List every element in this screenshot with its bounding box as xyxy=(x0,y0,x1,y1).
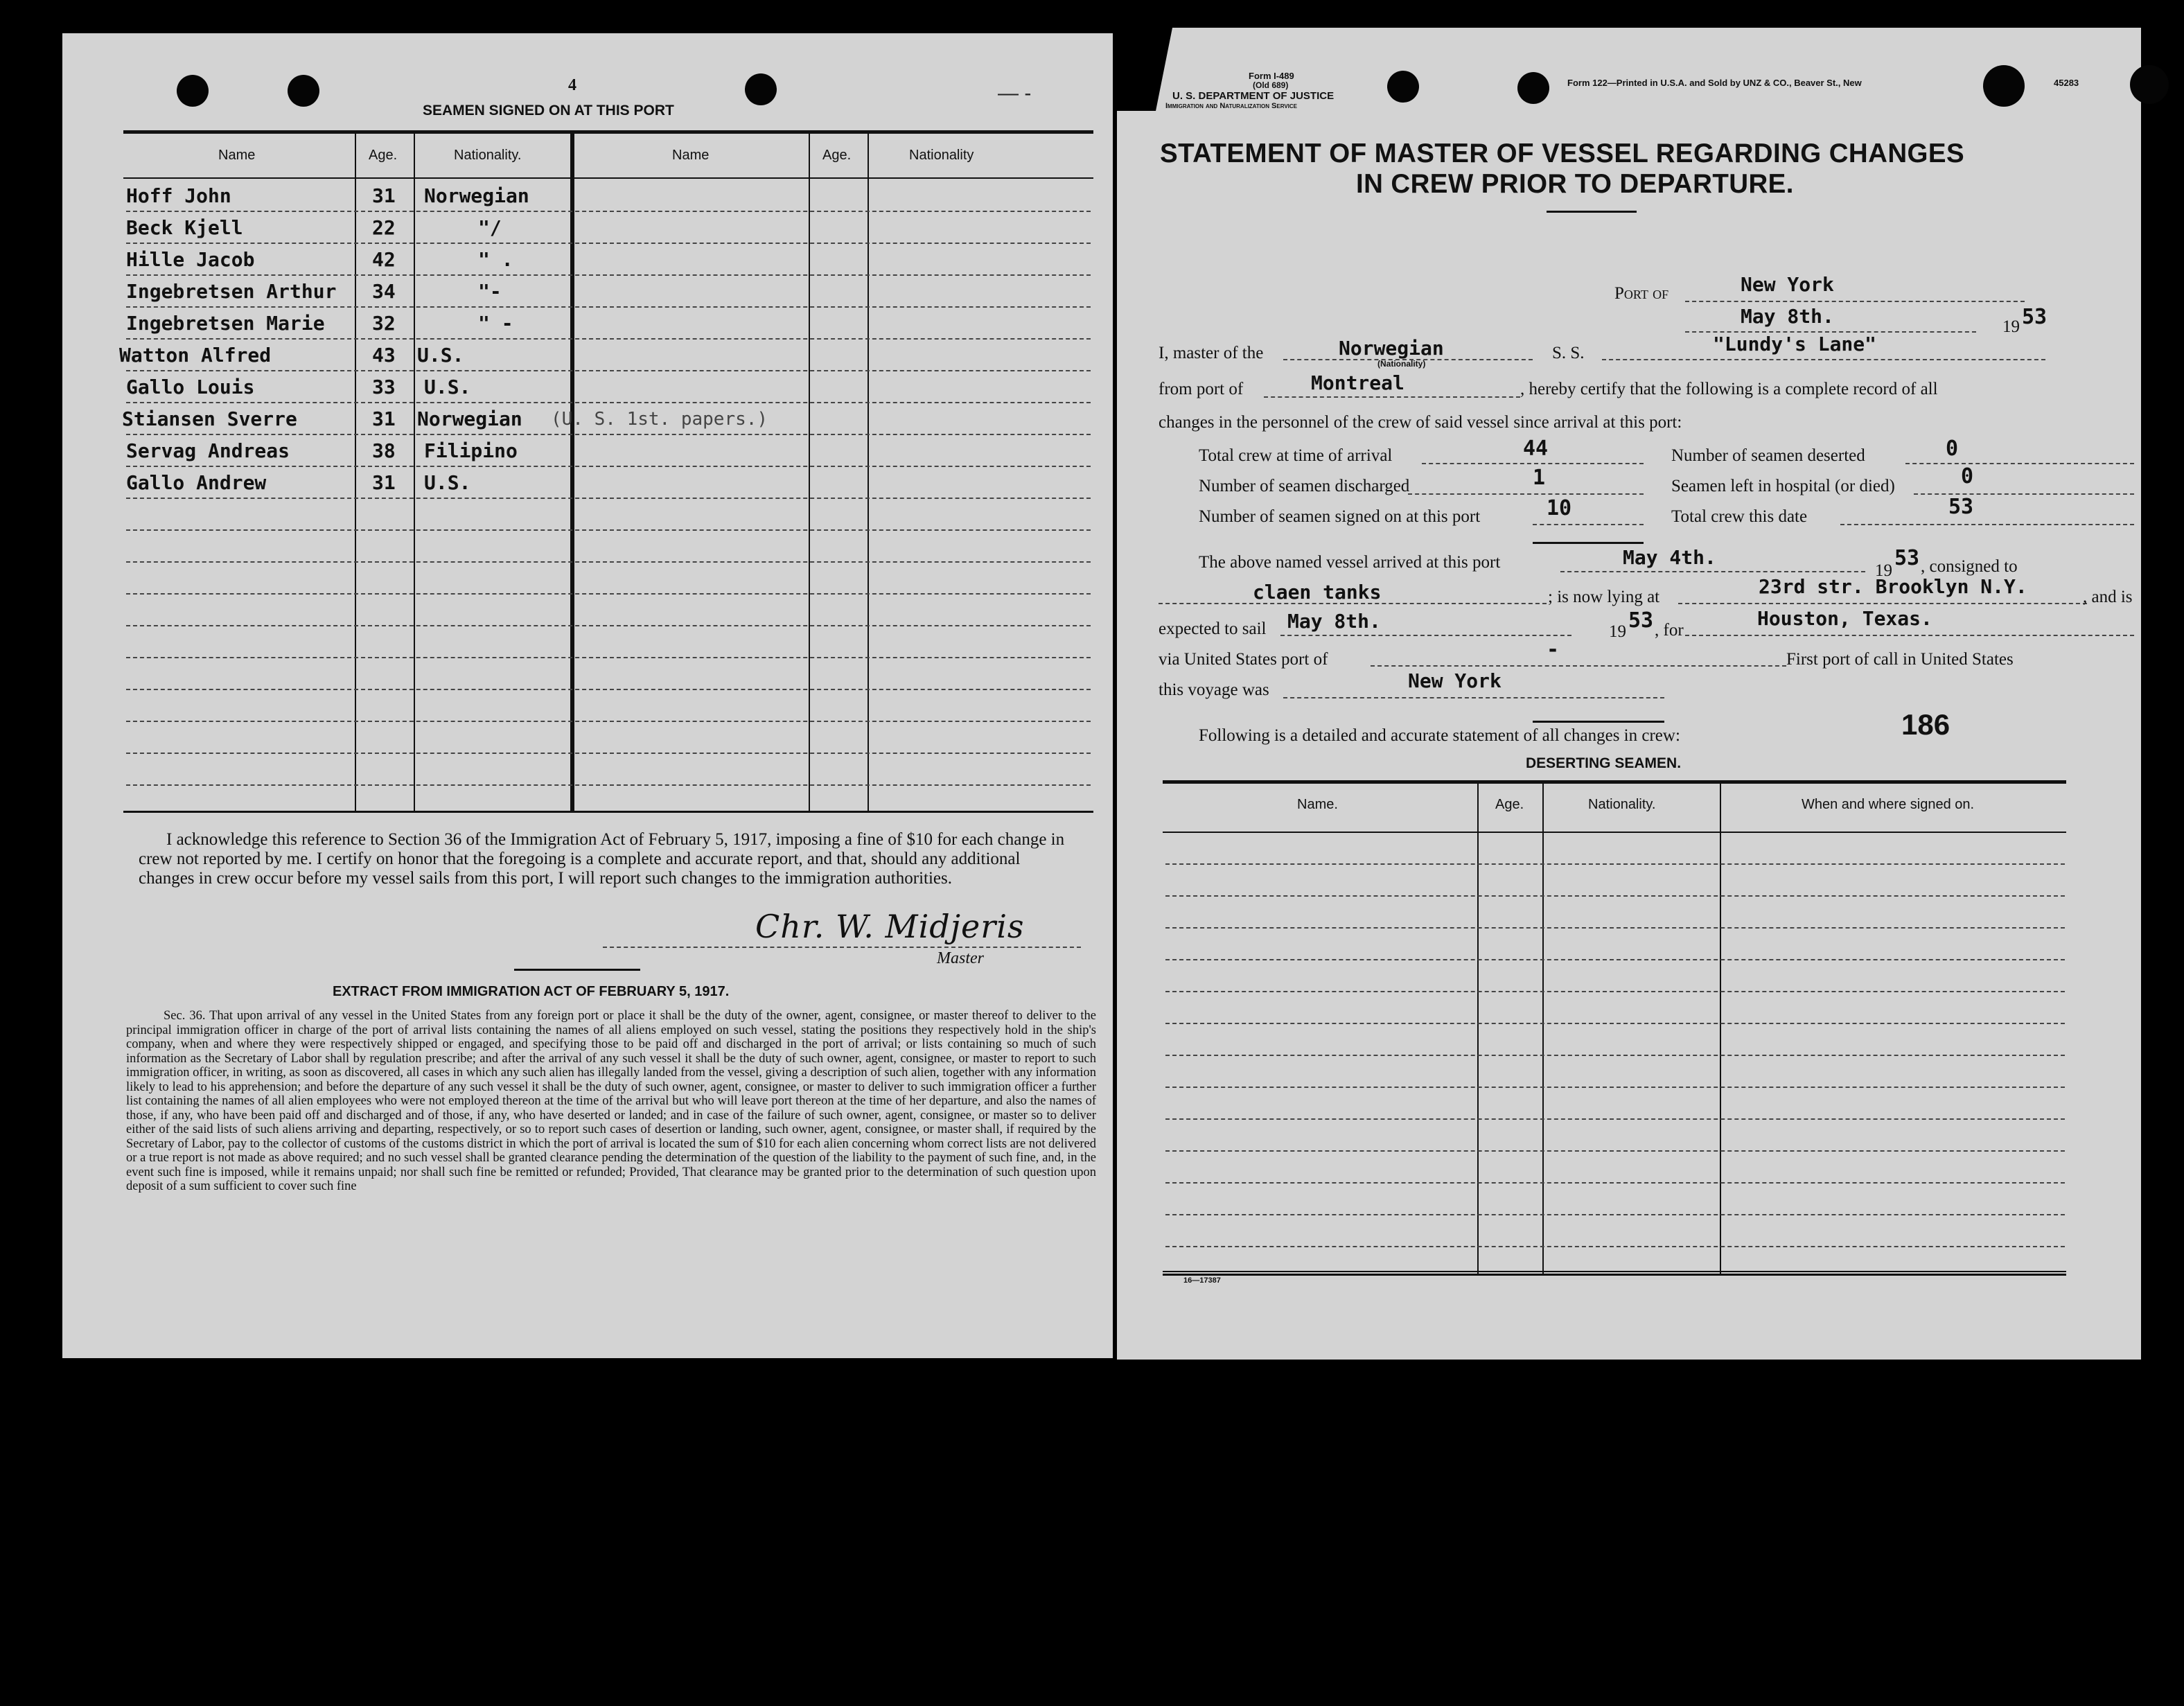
date-year: 53 xyxy=(2022,305,2048,329)
fill-line xyxy=(1678,603,2087,604)
voyage-value: New York xyxy=(1408,669,1502,692)
col-divider xyxy=(1720,784,1721,1274)
certify-text: , hereby certify that the following is a complete record of all xyxy=(1520,380,1938,398)
row-name: Hoff John xyxy=(126,184,231,207)
row-rule xyxy=(1165,927,2065,929)
discharged-label: Number of seamen discharged xyxy=(1199,477,1410,495)
page-number: 4 xyxy=(568,76,576,94)
fill-line xyxy=(1283,697,1664,698)
deserting-bottom-rule xyxy=(1163,1274,2066,1276)
title-underline xyxy=(1547,211,1637,213)
fill-line xyxy=(1280,635,1571,636)
row-nationality: Norwegian xyxy=(417,407,522,430)
row-name: Ingebretsen Marie xyxy=(126,312,325,335)
torn-corner xyxy=(1117,28,1172,111)
row-rule xyxy=(126,689,1091,690)
row-rule xyxy=(1165,1023,2065,1024)
row-rule xyxy=(1165,1182,2065,1184)
right-page xyxy=(1117,28,2141,1360)
total-crew-arrival-label: Total crew at time of arrival xyxy=(1199,446,1393,465)
via-label: via United States port of xyxy=(1159,650,1328,669)
row-rule xyxy=(1165,1118,2065,1120)
deserting-table-top xyxy=(1163,780,2066,784)
row-rule xyxy=(126,625,1091,626)
divider-rule xyxy=(1533,721,1664,723)
from-port-line xyxy=(1264,396,1520,398)
consigned-label: , consigned to xyxy=(1921,557,2018,576)
vessel-name: "Lundy's Lane" xyxy=(1713,333,1877,355)
stamp-number: 186 xyxy=(1901,708,1950,741)
master-signature: Chr. W. Midjeris xyxy=(755,908,1025,945)
row-rule xyxy=(126,529,1091,531)
col-header-age-2: Age. xyxy=(822,148,852,163)
punch-hole xyxy=(177,75,209,107)
deserted-label: Number of seamen deserted xyxy=(1671,446,1865,465)
printer-number: 45283 xyxy=(2054,78,2079,88)
first-port-label: First port of call in United States xyxy=(1786,650,2014,669)
row-rule xyxy=(1165,991,2065,992)
row-name: Gallo Louis xyxy=(126,376,255,398)
punch-hole xyxy=(2130,65,2169,104)
row-rule xyxy=(1165,1214,2065,1215)
arrived-year: 53 xyxy=(1894,546,1920,570)
row-rule xyxy=(126,434,1091,435)
port-value: New York xyxy=(1741,273,1834,296)
row-nationality: "- xyxy=(478,280,502,303)
total-crew-date-label: Total crew this date xyxy=(1671,507,1808,526)
divider-rule xyxy=(1533,542,1644,544)
department-name: U. S. DEPARTMENT OF JUSTICE xyxy=(1172,90,1335,102)
row-age: 22 xyxy=(372,216,396,239)
signed-on-value: 10 xyxy=(1547,496,1572,520)
punch-hole xyxy=(1983,65,2025,107)
row-name: Gallo Andrew xyxy=(126,471,267,494)
hospital-value: 0 xyxy=(1961,464,1974,489)
row-rule xyxy=(126,721,1091,722)
row-nationality: "/ xyxy=(478,216,502,239)
section-rule xyxy=(514,969,640,971)
service-name: Immigration and Naturalization Service xyxy=(1165,102,1298,110)
row-name: Hille Jacob xyxy=(126,248,255,271)
col-header-name-2: Name xyxy=(672,148,710,163)
row-nationality: Norwegian xyxy=(424,184,529,207)
row-age: 43 xyxy=(372,344,396,367)
row-rule xyxy=(126,306,1091,308)
arrived-value: May 4th. xyxy=(1623,546,1716,569)
fill-line xyxy=(1560,571,1865,572)
deserting-col-signed-on: When and where signed on. xyxy=(1802,797,1975,812)
printer-credit: Form 122—Printed in U.S.A. and Sold by UNZ & CO., Beaver St., New xyxy=(1567,78,1862,88)
form-title-line2: IN CREW PRIOR TO DEPARTURE. xyxy=(1356,169,1794,199)
col-divider xyxy=(809,134,810,811)
row-nationality: " . xyxy=(478,248,513,271)
row-rule xyxy=(126,338,1091,340)
consigned-value: claen tanks xyxy=(1253,581,1382,604)
seamen-signed-title: SEAMEN SIGNED ON AT THIS PORT xyxy=(423,103,674,118)
vessel-line xyxy=(1602,359,2045,360)
deserting-footer-rule xyxy=(1163,1271,2066,1272)
row-name: Ingebretsen Arthur xyxy=(126,280,337,303)
deserting-col-name: Name. xyxy=(1297,797,1338,812)
row-age: 31 xyxy=(372,471,396,494)
col-divider xyxy=(868,134,869,811)
row-rule xyxy=(126,753,1091,754)
fill-line xyxy=(1371,665,1786,667)
total-crew-date-value: 53 xyxy=(1948,495,1974,519)
table-bottom-rule xyxy=(123,811,1093,813)
row-rule xyxy=(126,657,1091,658)
ss-label: S. S. xyxy=(1552,344,1585,362)
signed-on-label: Number of seamen signed on at this port xyxy=(1199,507,1481,526)
destination-value: Houston, Texas. xyxy=(1757,607,1932,630)
expected-value: May 8th. xyxy=(1287,610,1381,633)
table-top-rule xyxy=(123,130,1093,134)
form-number: Form I-489 xyxy=(1249,71,1294,81)
col-divider xyxy=(414,134,415,811)
row-age: 34 xyxy=(372,280,396,303)
row-rule xyxy=(126,784,1091,786)
row-rule xyxy=(1165,895,2065,897)
lying-value: 23rd str. Brooklyn N.Y. xyxy=(1759,575,2027,598)
row-rule xyxy=(126,561,1091,563)
deserting-header-rule xyxy=(1163,832,2066,833)
fill-line xyxy=(1159,603,1547,604)
row-rule xyxy=(1165,959,2065,960)
extract-title: EXTRACT FROM IMMIGRATION ACT OF FEBRUARY 5, 1917. xyxy=(333,984,730,999)
col-divider xyxy=(570,134,574,811)
total-crew-arrival-value: 44 xyxy=(1523,437,1549,461)
from-port-label: from port of xyxy=(1159,380,1244,398)
arrived-year-prefix: 19 xyxy=(1875,561,1892,580)
punch-hole xyxy=(288,75,319,107)
row-age: 42 xyxy=(372,248,396,271)
extract-text: Sec. 36. That upon arrival of any vessel in the United States from any foreign port or place it shall be the duty of the owner, agent, consignee, or master thereof to deliver to the principal immigration officer in charge of the port of arrival lists containing the names of all aliens employed on such vessel, stating the positions they respectively hold in the ship's company, when and where they were respectively shipped or engaged, and specifying those to be paid off and discharged in the port of arrival; or lists containing so much of such information as the Secretary of Labor shall by regulation prescribe; and after the arrival of any such vessel it shall be the duty of such owner, agent, consignee, or master to report to such immigration officer, in writing, as soon as discovered, all cases in which any such alien has illegally landed from the vessel, giving a description of such alien, together with any information likely to lead to his apprehension; and before the departure of any such vessel it shall be the duty of such owner, agent, consignee, or master to deliver to such immigration officer a further list containing the names of all alien employees who were not employed thereon at the time of the arrival but who will leave port thereon at the time of her departure, and also the names of those, if any, who have been paid off and discharged and of those, if any, who have deserted or landed; and in case of the failure of such owner, agent, consignee, or master so to deliver either of the said lists of such aliens arriving and departing, respectively, or so to report such cases of desertion or landing, such owner, agent, consignee, or master shall, if required by the Secretary of Labor, pay to the collector of customs of the customs district in which the port of arrival is located the sum of $10 for each alien concerning whom correct lists are not delivered or a true report is not made as above required; and no such vessel shall be granted clearance pending the determination of the question of the liability to the payment of such fine, and, in the event such fine is imposed, while it remains unpaid; nor shall such fine be remitted or refunded; Provided, That clearance may be granted prior to the determination of such question upon deposit of a sum sufficient to cover such fine xyxy=(126,1009,1096,1193)
row-name: Servag Andreas xyxy=(126,439,290,462)
row-nationality: U.S. xyxy=(424,471,471,494)
col-header-nationality: Nationality. xyxy=(454,148,522,163)
date-value: May 8th. xyxy=(1741,305,1834,328)
year-prefix: 19 xyxy=(2002,317,2020,336)
fill-line xyxy=(1840,524,2134,525)
row-nationality: U.S. xyxy=(417,344,464,367)
row-age: 32 xyxy=(372,312,396,335)
fill-line xyxy=(1408,493,1644,495)
acknowledgment-text: I acknowledge this reference to Section 36 of the Immigration Act of February 5, 1917, imposing a fine of $10 for each change in crew not reported by me. I certify on honor that the foregoing is a complete and accurate report, and that, should any additional changes in crew occur before my vessel sails from this port, I will report such changes to the immigration authorities. xyxy=(139,830,1065,888)
and-is-label: , and is xyxy=(2083,588,2133,606)
vessel-nationality: Norwegian xyxy=(1339,337,1444,360)
port-line xyxy=(1685,301,2025,302)
col-divider xyxy=(355,134,356,811)
fill-line xyxy=(1422,463,1644,464)
deserting-title: DESERTING SEAMEN. xyxy=(1526,755,1682,771)
discharged-value: 1 xyxy=(1533,466,1546,490)
master-of-label: I, master of the xyxy=(1159,344,1264,362)
left-page xyxy=(62,33,1113,1358)
row-nationality: " - xyxy=(478,312,513,335)
row-rule xyxy=(126,593,1091,595)
row-note: (U. S. 1st. papers.) xyxy=(551,409,768,430)
row-rule xyxy=(126,274,1091,276)
row-rule xyxy=(126,402,1091,403)
row-rule xyxy=(126,243,1091,244)
punch-hole xyxy=(1387,71,1419,103)
row-rule xyxy=(1165,1087,2065,1088)
row-nationality: Filipino xyxy=(424,439,518,462)
row-age: 38 xyxy=(372,439,396,462)
table-header-rule xyxy=(123,177,1093,179)
col-header-name: Name xyxy=(218,148,256,163)
signature-label: Master xyxy=(937,949,984,967)
certify-text-2: changes in the personnel of the crew of said vessel since arrival at this port: xyxy=(1159,413,1682,432)
footer-code: 16—17387 xyxy=(1183,1276,1221,1285)
col-header-nationality-2: Nationality xyxy=(909,148,974,163)
arrived-label: The above named vessel arrived at this port xyxy=(1199,553,1501,572)
deserting-col-nationality: Nationality. xyxy=(1588,797,1656,812)
punch-hole xyxy=(745,73,777,105)
row-rule xyxy=(126,370,1091,371)
row-age: 33 xyxy=(372,376,396,398)
port-label: Port of xyxy=(1614,284,1669,303)
form-old-number: (Old 689) xyxy=(1253,80,1289,90)
for-label: , for xyxy=(1655,621,1684,640)
row-rule xyxy=(1165,863,2065,865)
from-port-value: Montreal xyxy=(1311,371,1404,394)
via-value: - xyxy=(1547,637,1560,662)
lying-label: ; is now lying at xyxy=(1548,588,1660,606)
voyage-label: this voyage was xyxy=(1159,680,1269,699)
fill-line xyxy=(1914,493,2134,495)
fill-line xyxy=(1905,463,2134,464)
row-name: Watton Alfred xyxy=(119,344,272,367)
expected-label: expected to sail xyxy=(1159,619,1267,638)
row-nationality: U.S. xyxy=(424,376,471,398)
following-text: Following is a detailed and accurate statement of all changes in crew: xyxy=(1199,726,1680,745)
row-rule xyxy=(126,498,1091,499)
row-rule xyxy=(126,466,1091,467)
hospital-label: Seamen left in hospital (or died) xyxy=(1671,477,1895,495)
deserting-col-age: Age. xyxy=(1495,797,1524,812)
col-divider xyxy=(1542,784,1544,1274)
row-rule xyxy=(1165,1150,2065,1152)
row-age: 31 xyxy=(372,184,396,207)
expected-year-prefix: 19 xyxy=(1609,622,1626,641)
fill-line xyxy=(1533,524,1644,525)
row-rule xyxy=(1165,1055,2065,1056)
form-title-line1: STATEMENT OF MASTER OF VESSEL REGARDING CHANGES xyxy=(1160,139,1965,168)
punch-hole xyxy=(1517,72,1549,104)
expected-year: 53 xyxy=(1628,608,1654,633)
signature-line xyxy=(603,947,1081,948)
col-header-age: Age. xyxy=(369,148,398,163)
nationality-caption: (Nationality) xyxy=(1377,359,1426,369)
row-name: Beck Kjell xyxy=(126,216,243,239)
row-rule xyxy=(126,211,1091,212)
row-age: 31 xyxy=(372,407,396,430)
fill-line xyxy=(1685,635,2134,636)
deserted-value: 0 xyxy=(1946,437,1959,461)
stray-mark: — - xyxy=(998,82,1032,105)
col-divider xyxy=(1477,784,1479,1274)
row-rule xyxy=(1165,1246,2065,1247)
row-name: Stiansen Sverre xyxy=(122,407,297,430)
